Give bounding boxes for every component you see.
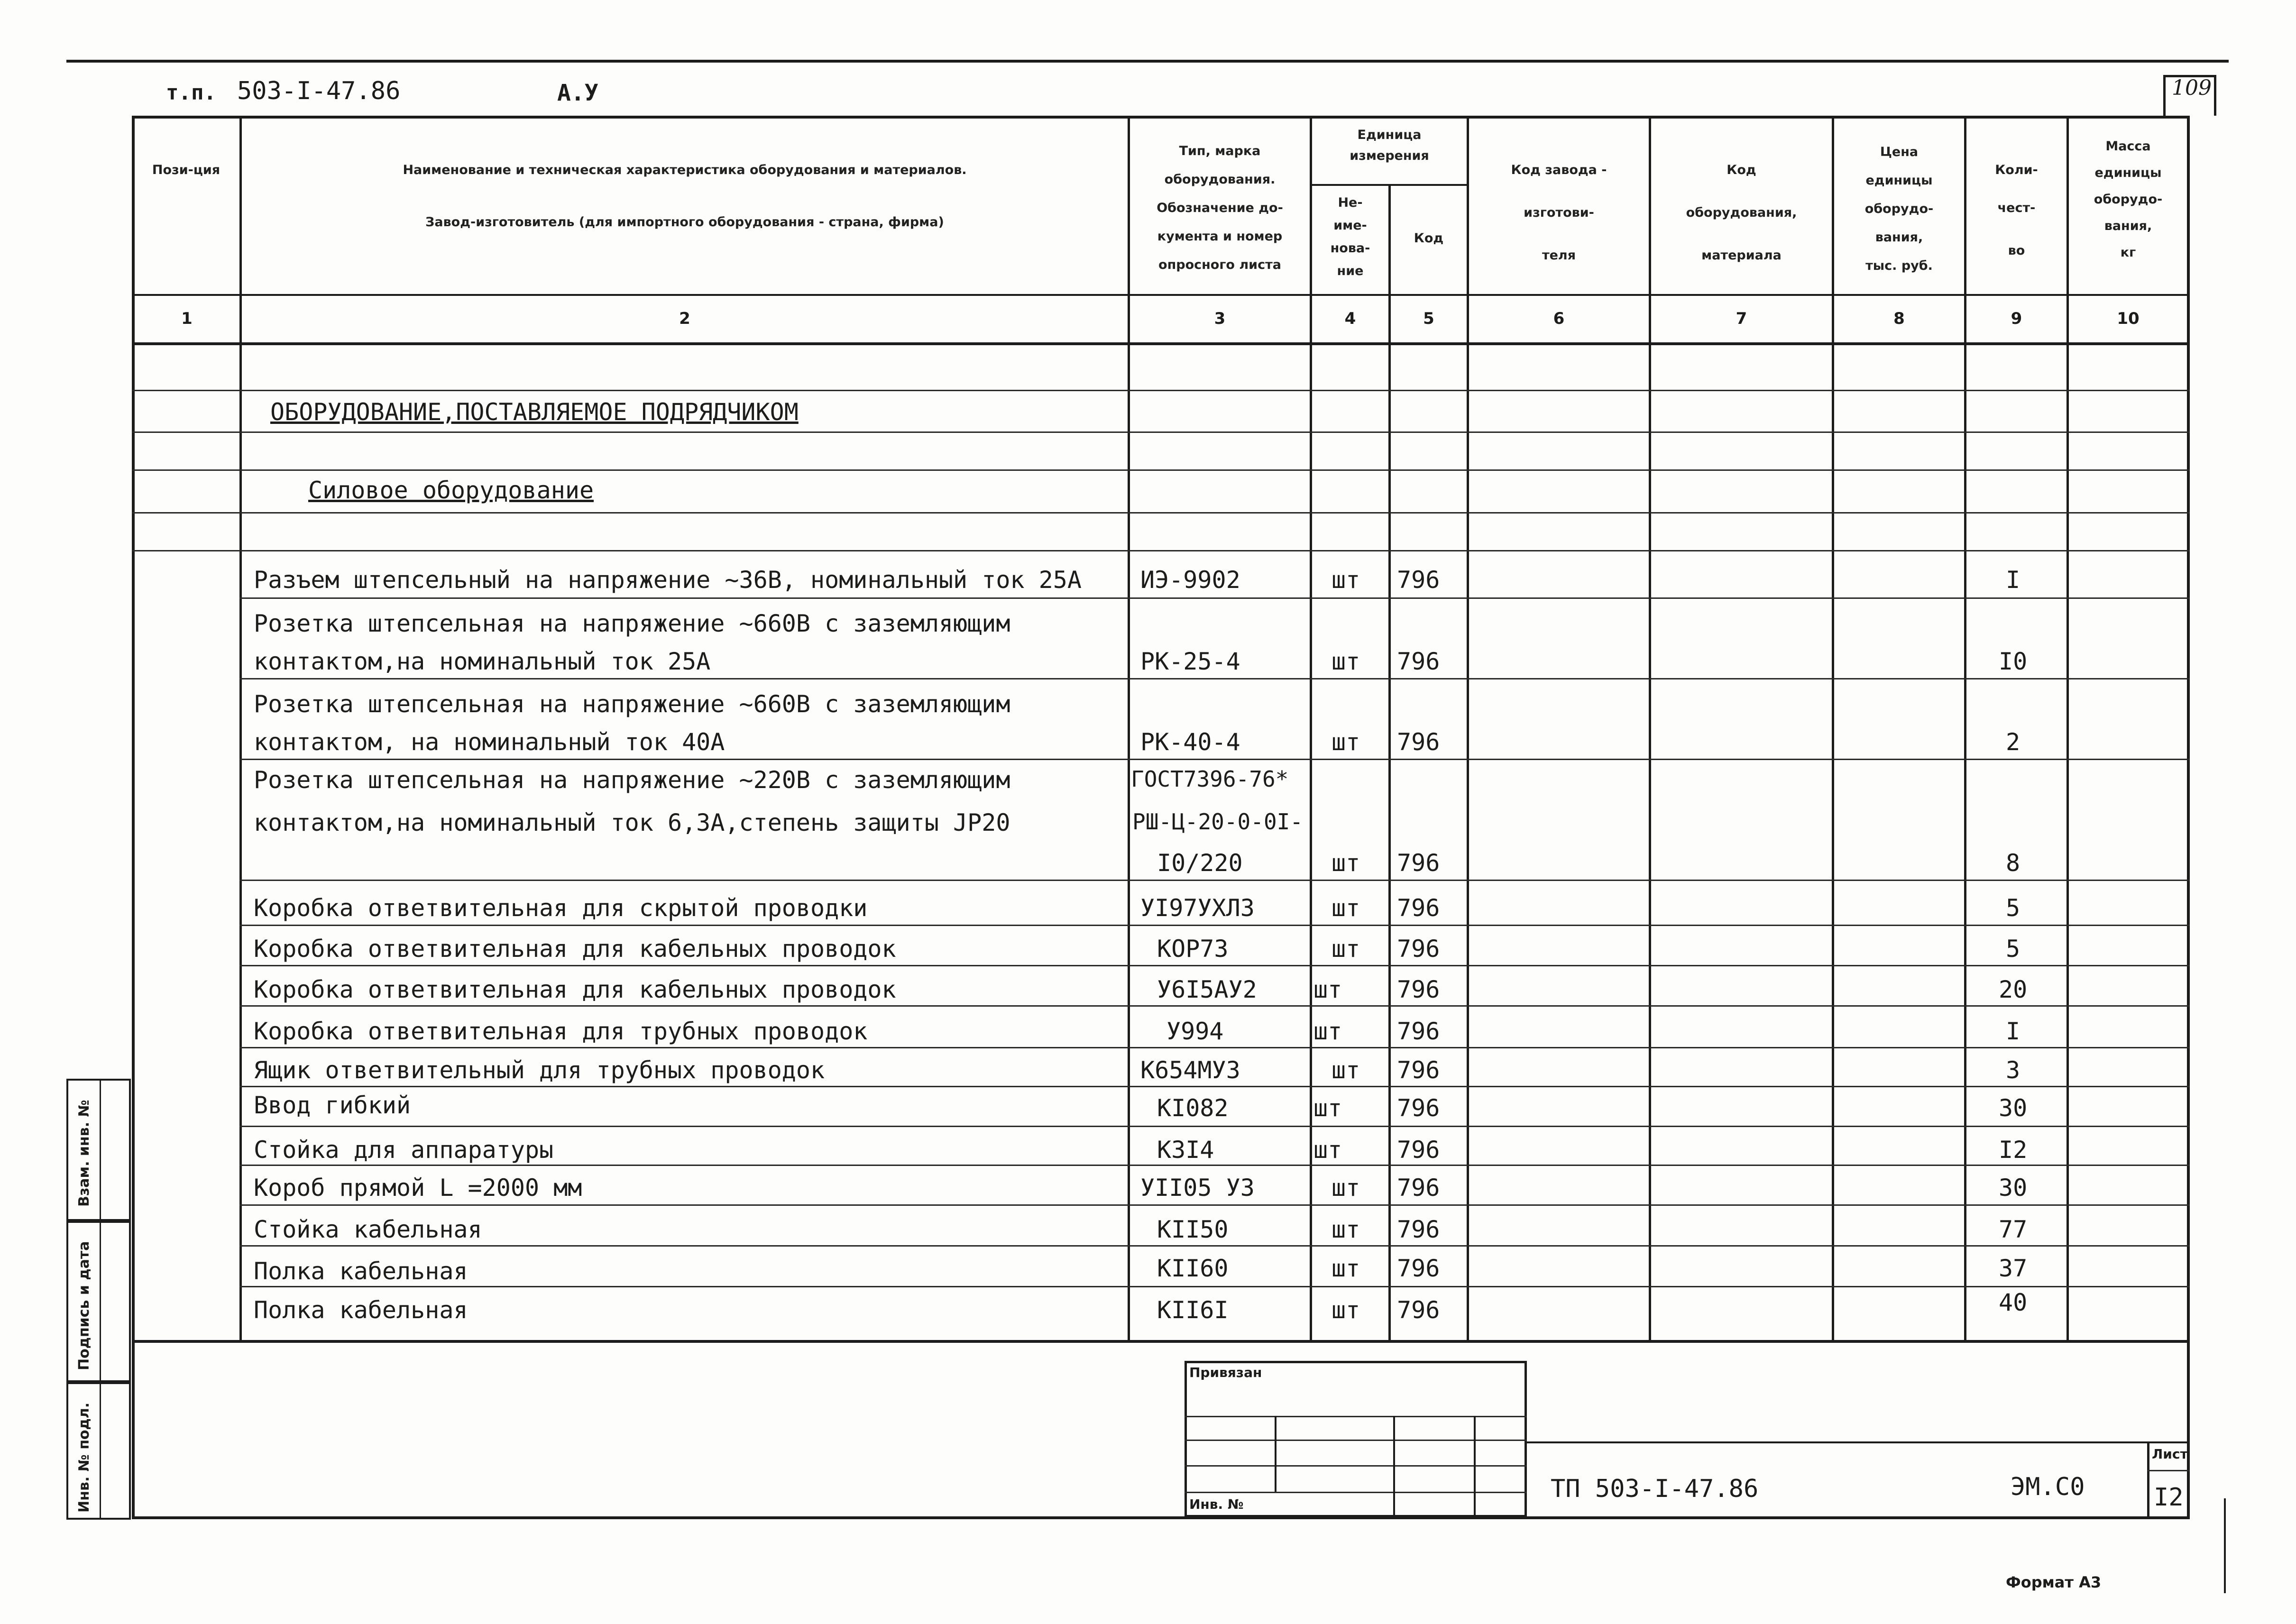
col-number-4: 4: [1344, 309, 1356, 328]
col-name-header-2: Завод-изготовитель (для импортного оборудования - страна, фирма): [425, 215, 944, 229]
row-code: 796: [1397, 1174, 1440, 1202]
row-line: [239, 925, 2190, 926]
row-name: Коробка ответвительная для трубных проводок: [254, 1018, 868, 1045]
col-unit-header-2: измерения: [1350, 148, 1429, 163]
row-unit: шт: [1332, 849, 1360, 877]
row-unit: шт: [1332, 935, 1360, 963]
row-type: КII6I: [1157, 1296, 1229, 1324]
col-unit-name-1: Не-: [1338, 195, 1363, 210]
sheet-divider: [2147, 1441, 2149, 1519]
row-code: 796: [1397, 1056, 1440, 1084]
row-unit: шт: [1332, 1296, 1360, 1324]
row-qty: 5: [2006, 935, 2020, 963]
row-qty: 77: [1999, 1216, 2028, 1243]
row-unit: шт: [1332, 728, 1360, 756]
row-line: [239, 1086, 2190, 1087]
col-plant-header-2: изготови-: [1524, 205, 1594, 220]
col-type-header-5: опросного листа: [1158, 257, 1281, 272]
row-unit: шт: [1313, 1094, 1342, 1122]
col-type-header-4: кумента и номер: [1157, 229, 1283, 244]
row-code: 796: [1397, 648, 1440, 675]
sheet-line: [2147, 1470, 2190, 1471]
row-type: УI97УХЛ3: [1140, 894, 1255, 922]
stamp-divider: [1393, 1416, 1395, 1517]
row-line: [239, 1005, 2190, 1007]
row-line: [132, 390, 2190, 391]
col-pos-header: Пози-ция: [152, 163, 220, 177]
col-qty-header-3: во: [2008, 243, 2025, 258]
title-mark: ЭМ.С0: [2011, 1473, 2085, 1501]
col-divider: [1388, 185, 1391, 1342]
row-qty: 30: [1999, 1094, 2028, 1122]
row-qty: I0: [1999, 648, 2028, 675]
row-code: 796: [1397, 935, 1440, 963]
col-unit-header-1: Единица: [1357, 128, 1422, 142]
row-name: Коробка ответвительная для скрытой проводки: [254, 894, 868, 922]
col-equip-header-2: оборудования,: [1686, 205, 1797, 220]
row-type: I0/220: [1157, 849, 1243, 877]
row-qty: I: [2006, 566, 2020, 594]
row-type: КII60: [1157, 1255, 1229, 1282]
row-unit: шт: [1332, 1255, 1360, 1282]
row-name: контактом, на номинальный ток 40А: [254, 728, 725, 756]
col-price-header-2: единицы: [1865, 173, 1933, 188]
row-qty: 8: [2006, 849, 2020, 877]
col-equip-header-1: Код: [1727, 163, 1756, 177]
stamp-divider: [1275, 1416, 1277, 1492]
section-title: ОБОРУДОВАНИЕ,ПОСТАВЛЯЕМОЕ ПОДРЯДЧИКОМ: [270, 398, 799, 426]
col-price-header-3: оборудо-: [1864, 202, 1934, 216]
row-name: Ящик ответвительный для трубных проводок: [254, 1056, 825, 1084]
row-line: [239, 1245, 2190, 1247]
row-name: Короб прямой L =2000 мм: [254, 1174, 582, 1202]
row-line: [239, 965, 2190, 966]
row-qty: 37: [1999, 1255, 2028, 1282]
row-unit: шт: [1332, 1174, 1360, 1202]
row-type: К654МУ3: [1140, 1056, 1240, 1084]
row-qty: I2: [1999, 1136, 2028, 1164]
row-type: РК-40-4: [1140, 728, 1240, 756]
colnum-divider: [132, 342, 2190, 345]
col-number-1: 1: [181, 309, 193, 328]
format-label: Формат А3: [2006, 1573, 2102, 1591]
row-unit: шт: [1313, 976, 1342, 1003]
handwritten-sheet-number: 109: [2172, 76, 2212, 100]
row-unit: шт: [1313, 1018, 1342, 1045]
col-type-header-2: оборудования.: [1164, 172, 1276, 187]
side-strip-divider: [100, 1079, 101, 1520]
row-type: РК-25-4: [1140, 648, 1240, 675]
col-mass-header-5: кг: [2120, 245, 2136, 260]
inv-no-label: Инв. №: [1189, 1496, 1244, 1512]
col-number-2: 2: [679, 309, 690, 328]
row-type: КI082: [1157, 1094, 1229, 1122]
row-code: 796: [1397, 1296, 1440, 1324]
row-name: Полка кабельная: [254, 1257, 468, 1285]
col-unit-code: Код: [1414, 231, 1444, 246]
row-name: Стойка кабельная: [254, 1216, 482, 1243]
row-line: [239, 1204, 2190, 1206]
row-line: [239, 1126, 2190, 1127]
row-code: 796: [1397, 894, 1440, 922]
row-unit: шт: [1332, 894, 1360, 922]
col-qty-header-1: Коли-: [1995, 163, 2038, 177]
sheet-label: Лист: [2152, 1446, 2188, 1462]
title-doc-code: ТП 503-I-47.86: [1551, 1475, 1759, 1503]
row-qty: 2: [2006, 728, 2020, 756]
col-plant-header-3: теля: [1542, 248, 1576, 263]
row-code: 796: [1397, 1216, 1440, 1243]
album-code: А.У: [557, 80, 598, 106]
col-qty-header-2: чест-: [1997, 201, 2036, 215]
table-bottom: [132, 1340, 2190, 1343]
tp-number: 503-I-47.86: [237, 77, 401, 105]
row-qty: 30: [1999, 1174, 2028, 1202]
row-name: Полка кабельная: [254, 1296, 468, 1324]
row-line: [239, 759, 2190, 760]
col-plant-header-1: Код завода -: [1511, 163, 1607, 177]
col-mass-header-2: единицы: [2094, 165, 2162, 180]
row-name: Стойка для аппаратуры: [254, 1136, 554, 1164]
col-number-8: 8: [1893, 309, 1905, 328]
row-name: Розетка штепсельная на напряжение ~660В с заземляющим: [254, 690, 1010, 718]
row-type: РШ-Ц-20-0-0I-: [1132, 809, 1304, 835]
row-line: [239, 1286, 2190, 1287]
subsection-title: Силовое оборудование: [308, 477, 594, 504]
right-edge-tick: [2224, 1498, 2226, 1593]
attached-label: Привязан: [1189, 1365, 1262, 1380]
side-replace-inv: Взам. инв. №: [76, 1100, 92, 1207]
row-qty: 3: [2006, 1056, 2020, 1084]
row-line: [132, 550, 2190, 551]
row-unit: шт: [1313, 1136, 1342, 1164]
col-equip-header-3: материала: [1701, 248, 1782, 263]
col-number-3: 3: [1214, 309, 1226, 328]
row-unit: шт: [1332, 648, 1360, 675]
col-unit-name-4: ние: [1337, 264, 1364, 278]
row-code: 796: [1397, 849, 1440, 877]
row-line: [132, 431, 2190, 433]
row-name: Ввод гибкий: [254, 1092, 411, 1119]
row-code: 796: [1397, 976, 1440, 1003]
row-name: Розетка штепсельная на напряжение ~660В с заземляющим: [254, 610, 1010, 637]
row-code: 796: [1397, 1255, 1440, 1282]
row-line: [239, 678, 2190, 679]
row-line: [132, 512, 2190, 514]
row-name: Розетка штепсельная на напряжение ~220В с заземляющим: [254, 766, 1010, 794]
row-qty: 40: [1999, 1289, 2028, 1316]
col-number-7: 7: [1736, 309, 1747, 328]
col-unit-name-3: нова-: [1330, 241, 1370, 256]
col-type-header-1: Тип, марка: [1179, 144, 1261, 158]
row-line: [239, 597, 2190, 599]
row-name: контактом,на номинальный ток 6,3А,степень защиты ЈР20: [254, 809, 1010, 836]
title-block-top: [1527, 1441, 2190, 1443]
row-type: ГОСТ7396-76*: [1131, 766, 1289, 792]
col-number-6: 6: [1553, 309, 1565, 328]
row-line: [239, 880, 2190, 881]
row-name: Коробка ответвительная для кабельных проводок: [254, 935, 896, 963]
row-line: [132, 469, 2190, 471]
row-code: 796: [1397, 1094, 1440, 1122]
col-number-9: 9: [2011, 309, 2022, 328]
row-line: [239, 1047, 2190, 1048]
row-code: 796: [1397, 566, 1440, 594]
col-price-header-4: вания,: [1875, 230, 1923, 245]
row-type: К3I4: [1157, 1136, 1214, 1164]
col-unit-name-2: име-: [1333, 218, 1367, 233]
row-unit: шт: [1332, 1216, 1360, 1243]
row-code: 796: [1397, 1018, 1440, 1045]
col-number-5: 5: [1423, 309, 1434, 328]
sheet-number: I2: [2154, 1483, 2184, 1512]
col-price-header-5: тыс. руб.: [1865, 258, 1933, 273]
row-unit: шт: [1332, 1056, 1360, 1084]
col-name-header-1: Наименование и техническая характеристика оборудования и материалов.: [403, 163, 967, 177]
side-inv-orig: Инв. № подл.: [76, 1402, 92, 1513]
row-qty: I: [2006, 1018, 2020, 1045]
row-name: Разъем штепсельный на напряжение ~36В, номинальный ток 25А: [254, 566, 1082, 594]
row-type: У994: [1166, 1018, 1224, 1045]
stamp-divider: [1474, 1416, 1476, 1517]
row-unit: шт: [1332, 566, 1360, 594]
row-type: КII50: [1157, 1216, 1229, 1243]
top-rule: [66, 60, 2229, 63]
row-type: ИЭ-9902: [1140, 566, 1240, 594]
row-line: [239, 1165, 2190, 1166]
row-type: У6I5АУ2: [1157, 976, 1257, 1003]
row-qty: 5: [2006, 894, 2020, 922]
col-number-10: 10: [2117, 309, 2140, 328]
row-code: 796: [1397, 728, 1440, 756]
col-price-header-1: Цена: [1880, 145, 1919, 159]
row-name: Коробка ответвительная для кабельных проводок: [254, 976, 896, 1003]
row-type: КОР73: [1157, 935, 1229, 963]
tp-prefix: т.п.: [166, 81, 216, 105]
col-mass-header-4: вания,: [2104, 219, 2152, 233]
col-mass-header-1: Масса: [2105, 139, 2151, 154]
side-sign-date: Подпись и дата: [76, 1241, 92, 1370]
row-code: 796: [1397, 1136, 1440, 1164]
unit-group-divider: [1310, 184, 1469, 186]
row-qty: 20: [1999, 976, 2028, 1003]
row-type: УII05 У3: [1140, 1174, 1255, 1202]
row-name: контактом,на номинальный ток 25А: [254, 648, 711, 675]
col-mass-header-3: оборудо-: [2094, 192, 2163, 207]
col-type-header-3: Обозначение до-: [1157, 201, 1283, 215]
